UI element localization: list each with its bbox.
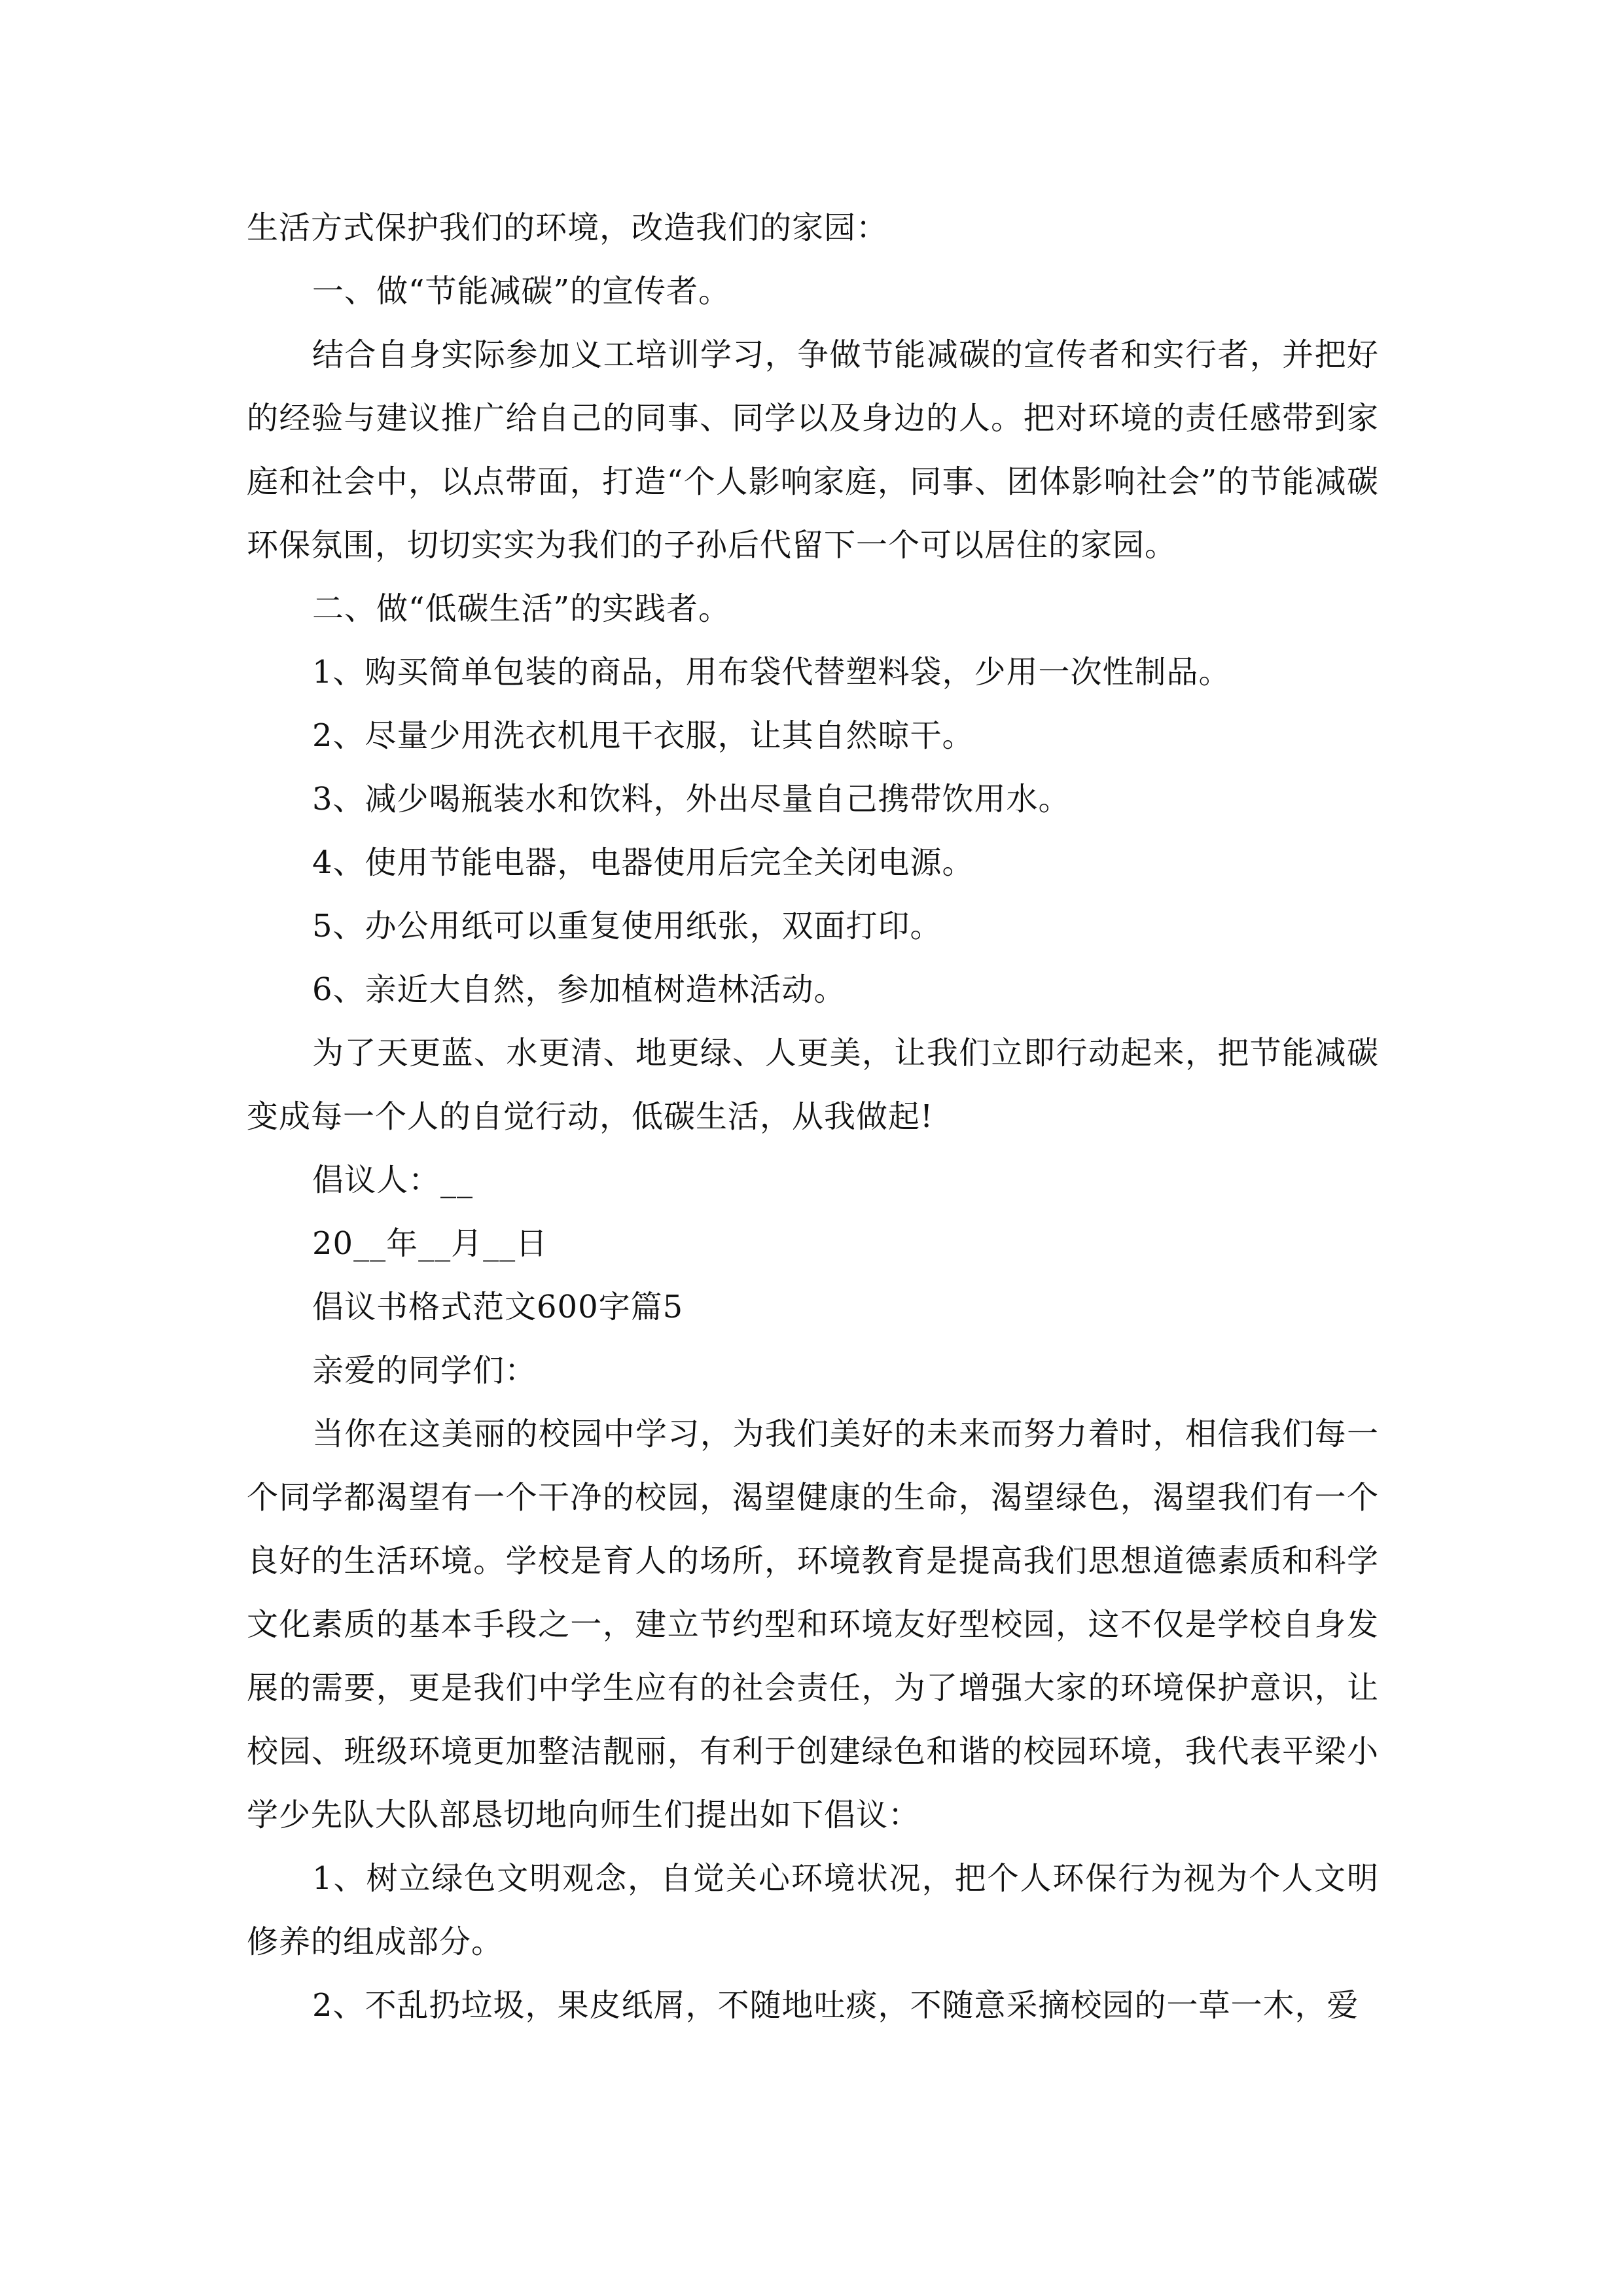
- salutation: 亲爱的同学们：: [312, 1352, 537, 1389]
- signature-line: 倡议人：__: [312, 1162, 474, 1198]
- paragraph-advocate-body: 结合自身实际参加义工培训学习，争做节能减碳的宣传者和实行者，并把好的经验与建议推广给自己的同事、同学以及身边的人。把对环境的责任感带到家庭和社会中，以点带面，打造“个人影响家庭，同事、团体影响社会”的节能减碳环保氛围，切切实实为我们的子孙后代留下一个可以居住的家园。: [247, 336, 1379, 564]
- list-item: 1、树立绿色文明观念，自觉关心环境状况，把个人环保行为视为个人文明修养的组成部分。: [247, 1860, 1379, 1960]
- list-item: 2、不乱扔垃圾，果皮纸屑，不随地吐痰，不随意采摘校园的一草一木，爱: [312, 1987, 1359, 2024]
- list-item: 4、使用节能电器，电器使用后完全关闭电源。: [312, 844, 974, 881]
- paragraph-call-to-action: 为了天更蓝、水更清、地更绿、人更美，让我们立即行动起来，把节能减碳变成每一个人的自觉行动，低碳生活，从我做起!: [247, 1035, 1379, 1135]
- list-item: 2、尽量少用洗衣机甩干衣服，让其自然晾干。: [312, 717, 974, 754]
- list-item: 3、减少喝瓶装水和饮料，外出尽量自己携带饮用水。: [312, 781, 1071, 817]
- list-item: 5、办公用纸可以重复使用纸张，双面打印。: [312, 908, 942, 944]
- paragraph-intro-continuation: 生活方式保护我们的环境，改造我们的家园：: [247, 209, 889, 246]
- date-line: 20__年__月__日: [312, 1225, 548, 1262]
- paragraph-campus-body: 当你在这美丽的校园中学习，为我们美好的未来而努力着时，相信我们每一个同学都渴望有一个干净的校园，渴望健康的生命，渴望绿色，渴望我们有一个良好的生活环境。学校是育人的场所，环境教育是提高我们思想道德素质和科学文化素质的基本手段之一，建立节约型和环境友好型校园，这不仅是学校自身发展的需要，更是我们中学生应有的社会责任，为了增强大家的环境保护意识，让校园、班级环境更加整洁靓丽，有利于创建绿色和谐的校园环境，我代表平梁小学少先队大队部恳切地向师生们提出如下倡议：: [247, 1416, 1379, 1833]
- section-title: 倡议书格式范文600字篇5: [312, 1289, 684, 1325]
- document-body: [247, 196, 1379, 2037]
- list-item: 1、购买简单包装的商品，用布袋代替塑料袋，少用一次性制品。: [312, 654, 1231, 691]
- heading-advocate: 一、做“节能减碳”的宣传者。: [312, 273, 731, 310]
- heading-practitioner: 二、做“低碳生活”的实践者。: [312, 590, 731, 627]
- list-item: 6、亲近大自然，参加植树造林活动。: [312, 971, 846, 1008]
